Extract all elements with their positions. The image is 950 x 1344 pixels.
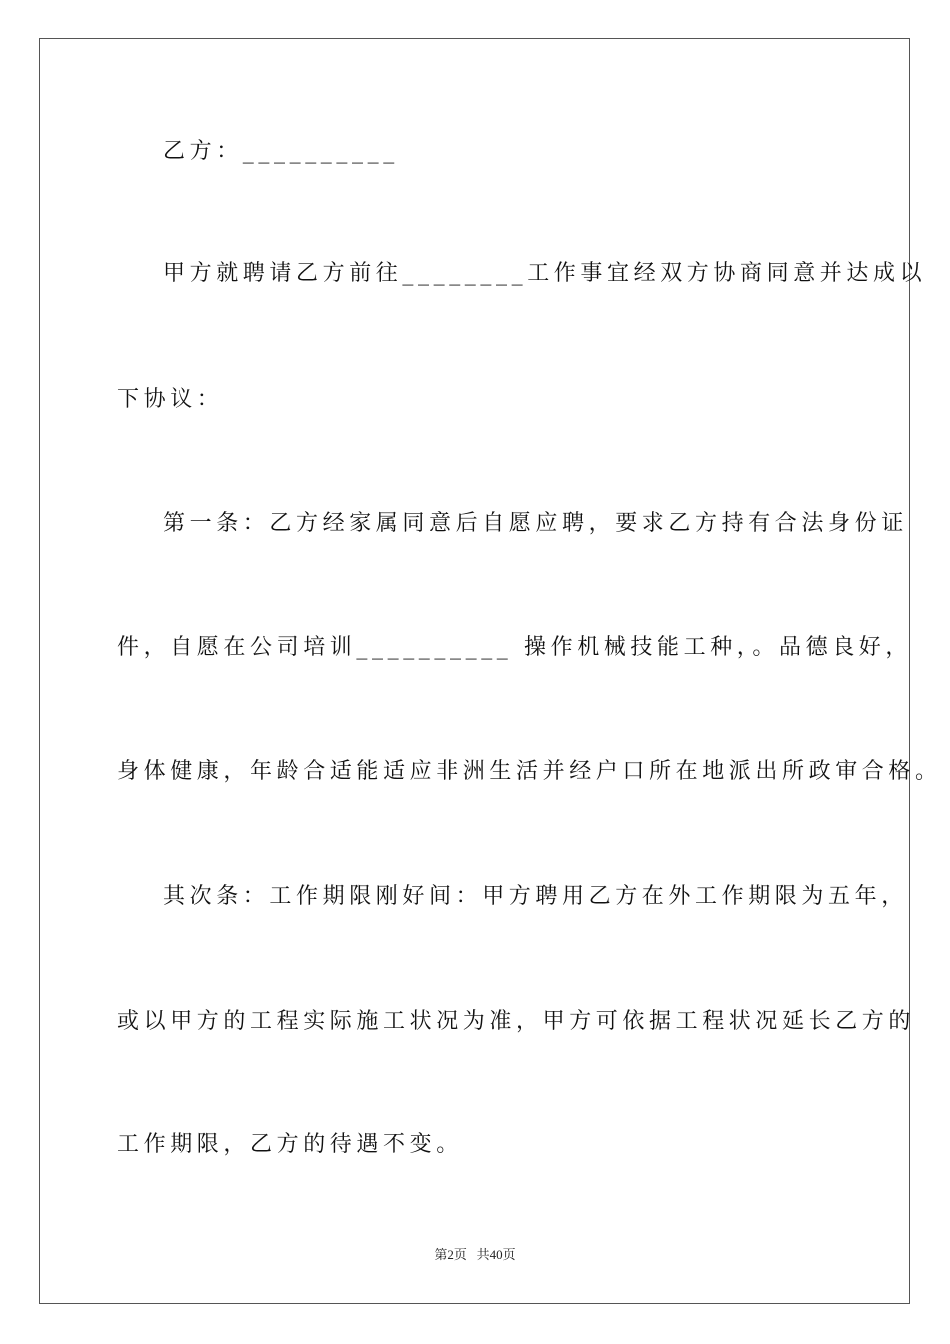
page-number-footer: 第2页 共40页 <box>434 1247 516 1262</box>
paragraph-intro-line-1: 甲方就聘请乙方前往________工作事宜经双方协商同意并达成以 <box>163 261 927 286</box>
article-1-line-3: 身体健康，年龄合适能适应非洲生活并经户口所在地派出所政审合格。 <box>117 759 942 784</box>
article-2-line-3: 工作期限，乙方的待遇不变。 <box>117 1132 463 1157</box>
page-border <box>39 38 910 1304</box>
article-1-line-2: 件，自愿在公司培训__________ 操作机械技能工种，。品德良好， <box>117 635 912 660</box>
article-2-line-2: 或以甲方的工程实际施工状况为准，甲方可依据工程状况延长乙方的 <box>117 1009 916 1034</box>
article-1-line-1: 第一条：乙方经家属同意后自愿应聘，要求乙方持有合法身份证 <box>163 511 908 536</box>
paragraph-intro-line-2: 下协议： <box>117 387 224 412</box>
party-b-line: 乙方：__________ <box>163 139 399 164</box>
article-2-line-1: 其次条：工作期限刚好间：甲方聘用乙方在外工作期限为五年， <box>163 884 908 909</box>
